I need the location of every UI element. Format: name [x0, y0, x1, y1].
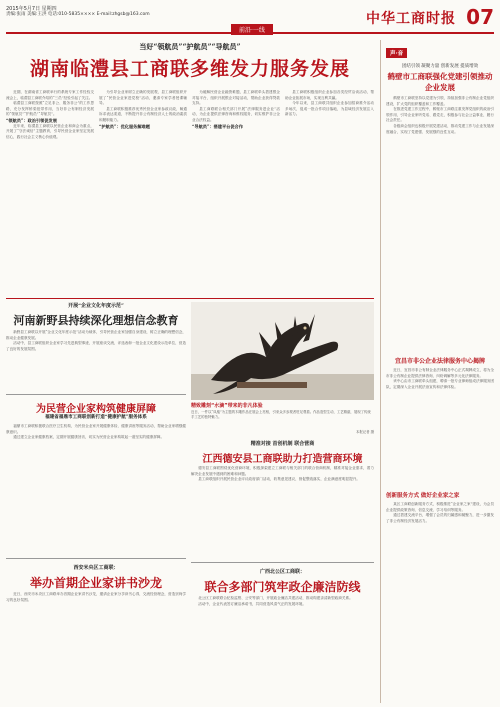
photo-caption-title: 精致雕刻“水滴”带来的非凡体验 — [191, 403, 263, 409]
sidebar-para: 该中心由市工商联牵头组建，聘请一批专业律师组成法律服务团队，定期深入企业开展法治宣传和法律体检。 — [386, 379, 494, 389]
sidebar-para: 某区工商联创新服务方式，积极推进“企业家之家”建设，为会员企业提供政策咨询、信息交流、学习培训等服务。 — [386, 502, 494, 512]
photo-credit: 本报记者 摄 — [355, 430, 374, 434]
lead-subhead: “导航员”：搭建平台促合作 — [192, 123, 243, 129]
story6-headline: 联合多部门筑牢政企廉洁防线 — [204, 580, 361, 594]
sidebar-para: 近日，宜昌市非公有制企业法律服务中心正式揭牌成立，将为全市非公有制企业提供法律咨询、纠纷调解等多元化法律服务。 — [386, 368, 494, 378]
sidebar-item2-body — [386, 368, 494, 488]
lead-col-4 — [285, 90, 374, 295]
story3-para: 福鼎市工商联积极联合医疗卫生机构，为民营企业家开展健康体检、健康讲座等服务活动，帮助企业家增强健康意识。 — [6, 424, 186, 434]
lead-para: 为引导企业家树立正确的发展观，县工商联组织开展了“民营企业家进党校”活动，邀请专家学者授课辅导。 — [99, 90, 187, 106]
story3-headline: 福建省福鼎市工商联创新打造“健康护航”服务体系 — [45, 415, 147, 420]
story4-body — [191, 466, 374, 558]
story4-kicker: 精准对接 首创机制 联合营商 — [250, 441, 315, 447]
lead-para: 临澧县工商联按照“立足非公、服务非公”的工作思路，充分发挥桥梁纽带作用，当好非公有制经济发展的“领航员”“护航员”“导航员”。 — [6, 101, 94, 117]
lead-headline: 湖南临澧县工商联多维发力服务发展 — [29, 58, 350, 80]
story2-body — [6, 330, 186, 390]
story3-kicker: 为民营企业家构筑健康屏障 — [36, 404, 156, 415]
story4-para: 德安县工商联围绕优化营商环境，积极探索建立工商联与相关部门的联合营商机制，精准对接企业需求，着力解决企业发展中遇到的困难和问题。 — [191, 466, 374, 476]
sidebar-para: 鹤壁市工商联坚持以党建为引领，持续加强非公有制企业党组织建设，扩大党的组织覆盖和工作覆盖。 — [386, 96, 494, 106]
sidebar-item1-kicker: 团结引领 凝聚力量 创新发展 提质增效 — [401, 64, 479, 69]
sidebar — [380, 40, 494, 703]
story6-para: 活动中，企业代表签订廉洁承诺书，共同营造风清气正的发展环境。 — [198, 601, 306, 606]
page-number: 07 — [466, 5, 494, 29]
lead-para: 近年来，临澧县工商联以民营企业和商会为重点，开展了“守法诚信”主题教育，引导民营企业家坚定发展信心，践行社会主义核心价值观。 — [6, 123, 94, 139]
story2-para: 活动中，县工商联组织企业家学习先进典型事迹，开展座谈交流，评选表彰一批企业文化建设示范单位，营造了良好的发展氛围。 — [6, 341, 186, 351]
lead-para: 县工商联积极推荐优秀民营企业家参政议政，畅通诉求表达渠道，不断提升非公有制经济人士的政治素质和履职能力。 — [99, 106, 187, 122]
lead-para: 近期，在湖南省工商联举行的系统专家工作经验交流会上，临澧县工商联介绍的“三员”经验引起了关注。 — [6, 90, 94, 100]
phoenix-sculpture-image — [191, 302, 374, 400]
masthead — [6, 4, 494, 34]
story6-para: 北公区工商联联合纪检监察、公安等部门，开展政企廉洁共建活动，推动构建亲清新型政商关系。 — [198, 596, 353, 600]
lead-para: 为破解民营企业融资难题，县工商联牵头搭建银企对接平台，组织开展银企对接活动，帮助企业获得贷款支持。 — [192, 90, 280, 106]
story3-body — [6, 424, 186, 554]
lead-col-1 — [6, 90, 94, 295]
lead-para: 县工商联积极组织企业参加各类经贸洽谈活动，帮助企业拓展市场，实现互利共赢。 — [285, 90, 374, 100]
story2-kicker: 开展“企业文化年度示范” — [68, 303, 124, 309]
divider — [6, 394, 186, 395]
lead-col-2 — [99, 90, 187, 295]
phoenix-photo — [191, 302, 374, 400]
story4-headline: 江西德安县工商联助力打造营商环境 — [202, 454, 363, 465]
sidebar-item1-headline: 鹤壁市工商联强化党建引领推动企业发展 — [387, 72, 493, 92]
divider — [191, 562, 374, 563]
editor-line: 责编:张雨 美编:王洪 电话:010-5835×××× E-mail:zhgsb@163.com — [6, 12, 150, 17]
sidebar-para: 各级商会组织也积极开展党建活动，推动党建工作与企业发展深度融合，实现了党建强、发展强的良性互动。 — [386, 123, 494, 134]
story2-headline: 河南新野县持续深化理想信念教育 — [13, 314, 179, 327]
story5-kicker: 西安米央区工商联： — [73, 565, 119, 571]
section-label: 前沿·一线 — [231, 24, 273, 35]
lead-para: 今年以来，县工商联共组织企业参加招商推介活动多场次，促成一批合作项目落地，为县域经济发展注入新活力。 — [285, 101, 374, 117]
sidebar-item1-body — [386, 96, 494, 354]
photo-caption: 近日，一件以“凤凰”为主题的木雕作品在展会上亮相，引来众多参观者驻足观看。作品造型生动，工艺精湛，展现了传统手工艺的独特魅力。 — [191, 410, 371, 419]
story3-para: 通过建立企业家健康档案，定期开展健康回访，切实为民营企业家构筑起一道坚实的健康屏障。 — [13, 435, 165, 440]
lead-subhead: “护航员”：优化服务解难题 — [99, 123, 150, 129]
sidebar-item2-headline: 宜昌市非公企业法律服务中心揭牌 — [394, 358, 485, 365]
lead-subhead: “领航员”：政治引领促发展 — [6, 117, 57, 123]
lead-col-3 — [192, 90, 280, 295]
story5-headline: 举办首期企业家讲书沙龙 — [29, 576, 162, 590]
sidebar-tag: 声·音 — [386, 48, 407, 58]
story6-kicker: 广西北公区工商联： — [259, 569, 305, 575]
sidebar-item3-headline: 创新服务方式 做好企业家之家 — [386, 493, 460, 499]
lead-para: 县工商联联合相关部门开展“法律服务进企业”活动，为企业提供法律咨询和维权服务，切实维护非公企业合法权益。 — [192, 106, 280, 122]
story5-para: 近日，西安市米央区工商联举办首期企业家讲书沙龙，邀请企业家分享读书心得，交流经营理念，营造崇尚学习的良好氛围。 — [6, 592, 186, 602]
story6-body — [191, 596, 374, 702]
divider — [6, 298, 374, 299]
story4-para: 县工商联组织开展民营企业评议政府部门活动，收集意见建议，督促整改落实，企业满意度明显提升。 — [198, 477, 360, 482]
lead-kicker: 当好“领航员”“护航员”“导航员” — [139, 42, 241, 51]
main-content — [6, 40, 374, 703]
masthead-meta — [6, 6, 150, 18]
paper-name: 中华工商时报 — [366, 11, 456, 27]
sidebar-para: 通过搭建交流平台，增强了会员的归属感和凝聚力，进一步激发了非公有制经济发展活力。 — [386, 513, 494, 523]
date-line: 2015年5月7日 星期四 — [6, 6, 57, 12]
sidebar-item3-body — [386, 502, 494, 682]
sidebar-para: 在推进党建工作过程中，鹤壁市工商联注重发挥党组织的政治引领作用，引导企业家听党话、跟党走，积极参与社会公益事业，履行社会责任。 — [386, 107, 494, 123]
story2-para: 新野县工商联以开展“企业文化年度示范”活动为载体，引导民营企业家加强自身建设，树立正确的理想信念，推动企业健康发展。 — [6, 330, 186, 340]
story5-body — [6, 592, 186, 702]
divider — [6, 558, 186, 559]
